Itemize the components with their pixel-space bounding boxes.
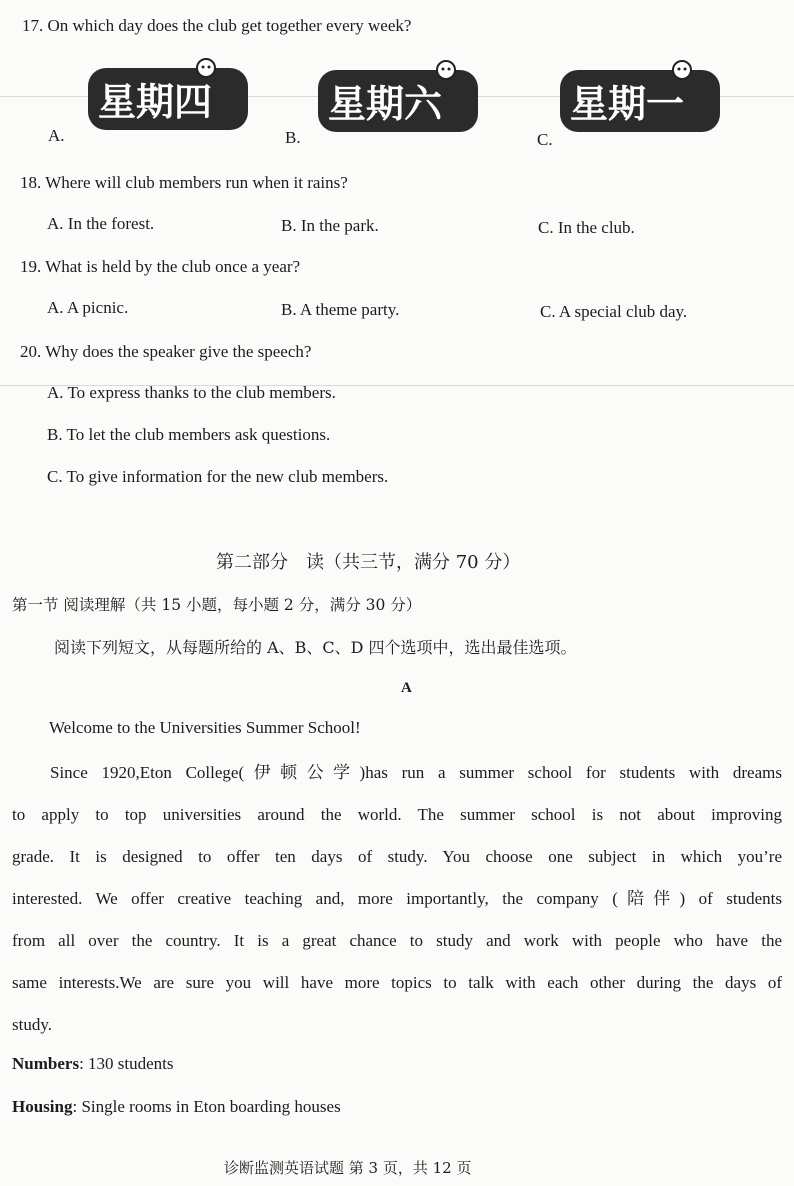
q17-option-a-label: A. bbox=[48, 126, 65, 145]
q17-option-a-image bbox=[88, 58, 248, 138]
passage-label: A bbox=[401, 680, 412, 696]
paragraph-line: same interests.We are sure you will have more topics to talk with each other during the days of bbox=[12, 973, 782, 992]
numbers-value: : 130 students bbox=[79, 1054, 174, 1073]
paragraph-line: grade. It is designed to offer ten days of study. You choose one subject in which you’re bbox=[12, 847, 782, 866]
q19-option-a: A. A picnic. bbox=[47, 298, 129, 317]
q17-option-c-image bbox=[560, 60, 720, 140]
q19-option-b: B. A theme party. bbox=[281, 300, 400, 319]
paragraph-line: from all over the country. It is a great chance to study and work with people who have the bbox=[12, 931, 782, 950]
numbers-line bbox=[12, 1054, 174, 1074]
page-footer: 诊断监测英语试题 第 3 页，共 12 页 bbox=[224, 1159, 472, 1177]
paragraph-line: interested. We offer creative teaching and, more importantly, the company (陪伴) of students bbox=[12, 889, 782, 908]
q17-a-badge-text: 星期四 bbox=[98, 80, 213, 124]
reading-instruction: 阅读下列短文，从每题所给的 A、B、C、D 四个选项中，选出最佳选项。 bbox=[54, 638, 577, 657]
housing-label: Housing bbox=[12, 1097, 73, 1116]
q20-option-c: C. To give information for the new club members. bbox=[47, 467, 389, 486]
question-19: 19. What is held by the club once a year? bbox=[20, 257, 301, 276]
question-20: 20. Why does the speaker give the speech? bbox=[20, 342, 312, 361]
question-17: 17. On which day does the club get together every week? bbox=[22, 16, 412, 35]
paragraph-line: Since 1920,Eton College(伊顿公学)has run a summer school for students with dreams bbox=[50, 763, 782, 782]
q17-option-b-label: B. bbox=[285, 128, 301, 147]
q18-option-c: C. In the club. bbox=[538, 218, 635, 237]
q17-b-badge-text: 星期六 bbox=[328, 82, 443, 126]
housing-value: : Single rooms in Eton boarding houses bbox=[72, 1097, 341, 1116]
q20-option-b: B. To let the club members ask questions. bbox=[47, 425, 331, 444]
passage-paragraph bbox=[12, 752, 782, 1046]
q18-option-b: B. In the park. bbox=[281, 216, 379, 235]
q19-option-c: C. A special club day. bbox=[540, 302, 688, 321]
q18-option-a: A. In the forest. bbox=[47, 214, 155, 233]
passage-welcome: Welcome to the Universities Summer School! bbox=[49, 718, 361, 737]
section-one-heading: 第一节 阅读理解（共 15 小题，每小题 2 分，满分 30 分） bbox=[12, 596, 422, 614]
q20-option-a: A. To express thanks to the club members. bbox=[47, 383, 336, 402]
numbers-label: Numbers bbox=[12, 1054, 80, 1073]
q17-option-c-label: C. bbox=[537, 130, 553, 149]
housing-line bbox=[12, 1097, 341, 1117]
paragraph-line: to apply to top universities around the world. The summer school is not about improving bbox=[12, 805, 782, 824]
part-two-title: 第二部分 读（共三节，满分 70 分） bbox=[216, 552, 521, 573]
q17-c-badge-text: 星期一 bbox=[570, 82, 685, 126]
q17-option-b-image bbox=[318, 60, 478, 140]
paragraph-line: study. bbox=[12, 1015, 52, 1034]
question-18: 18. Where will club members run when it rains? bbox=[20, 173, 348, 192]
